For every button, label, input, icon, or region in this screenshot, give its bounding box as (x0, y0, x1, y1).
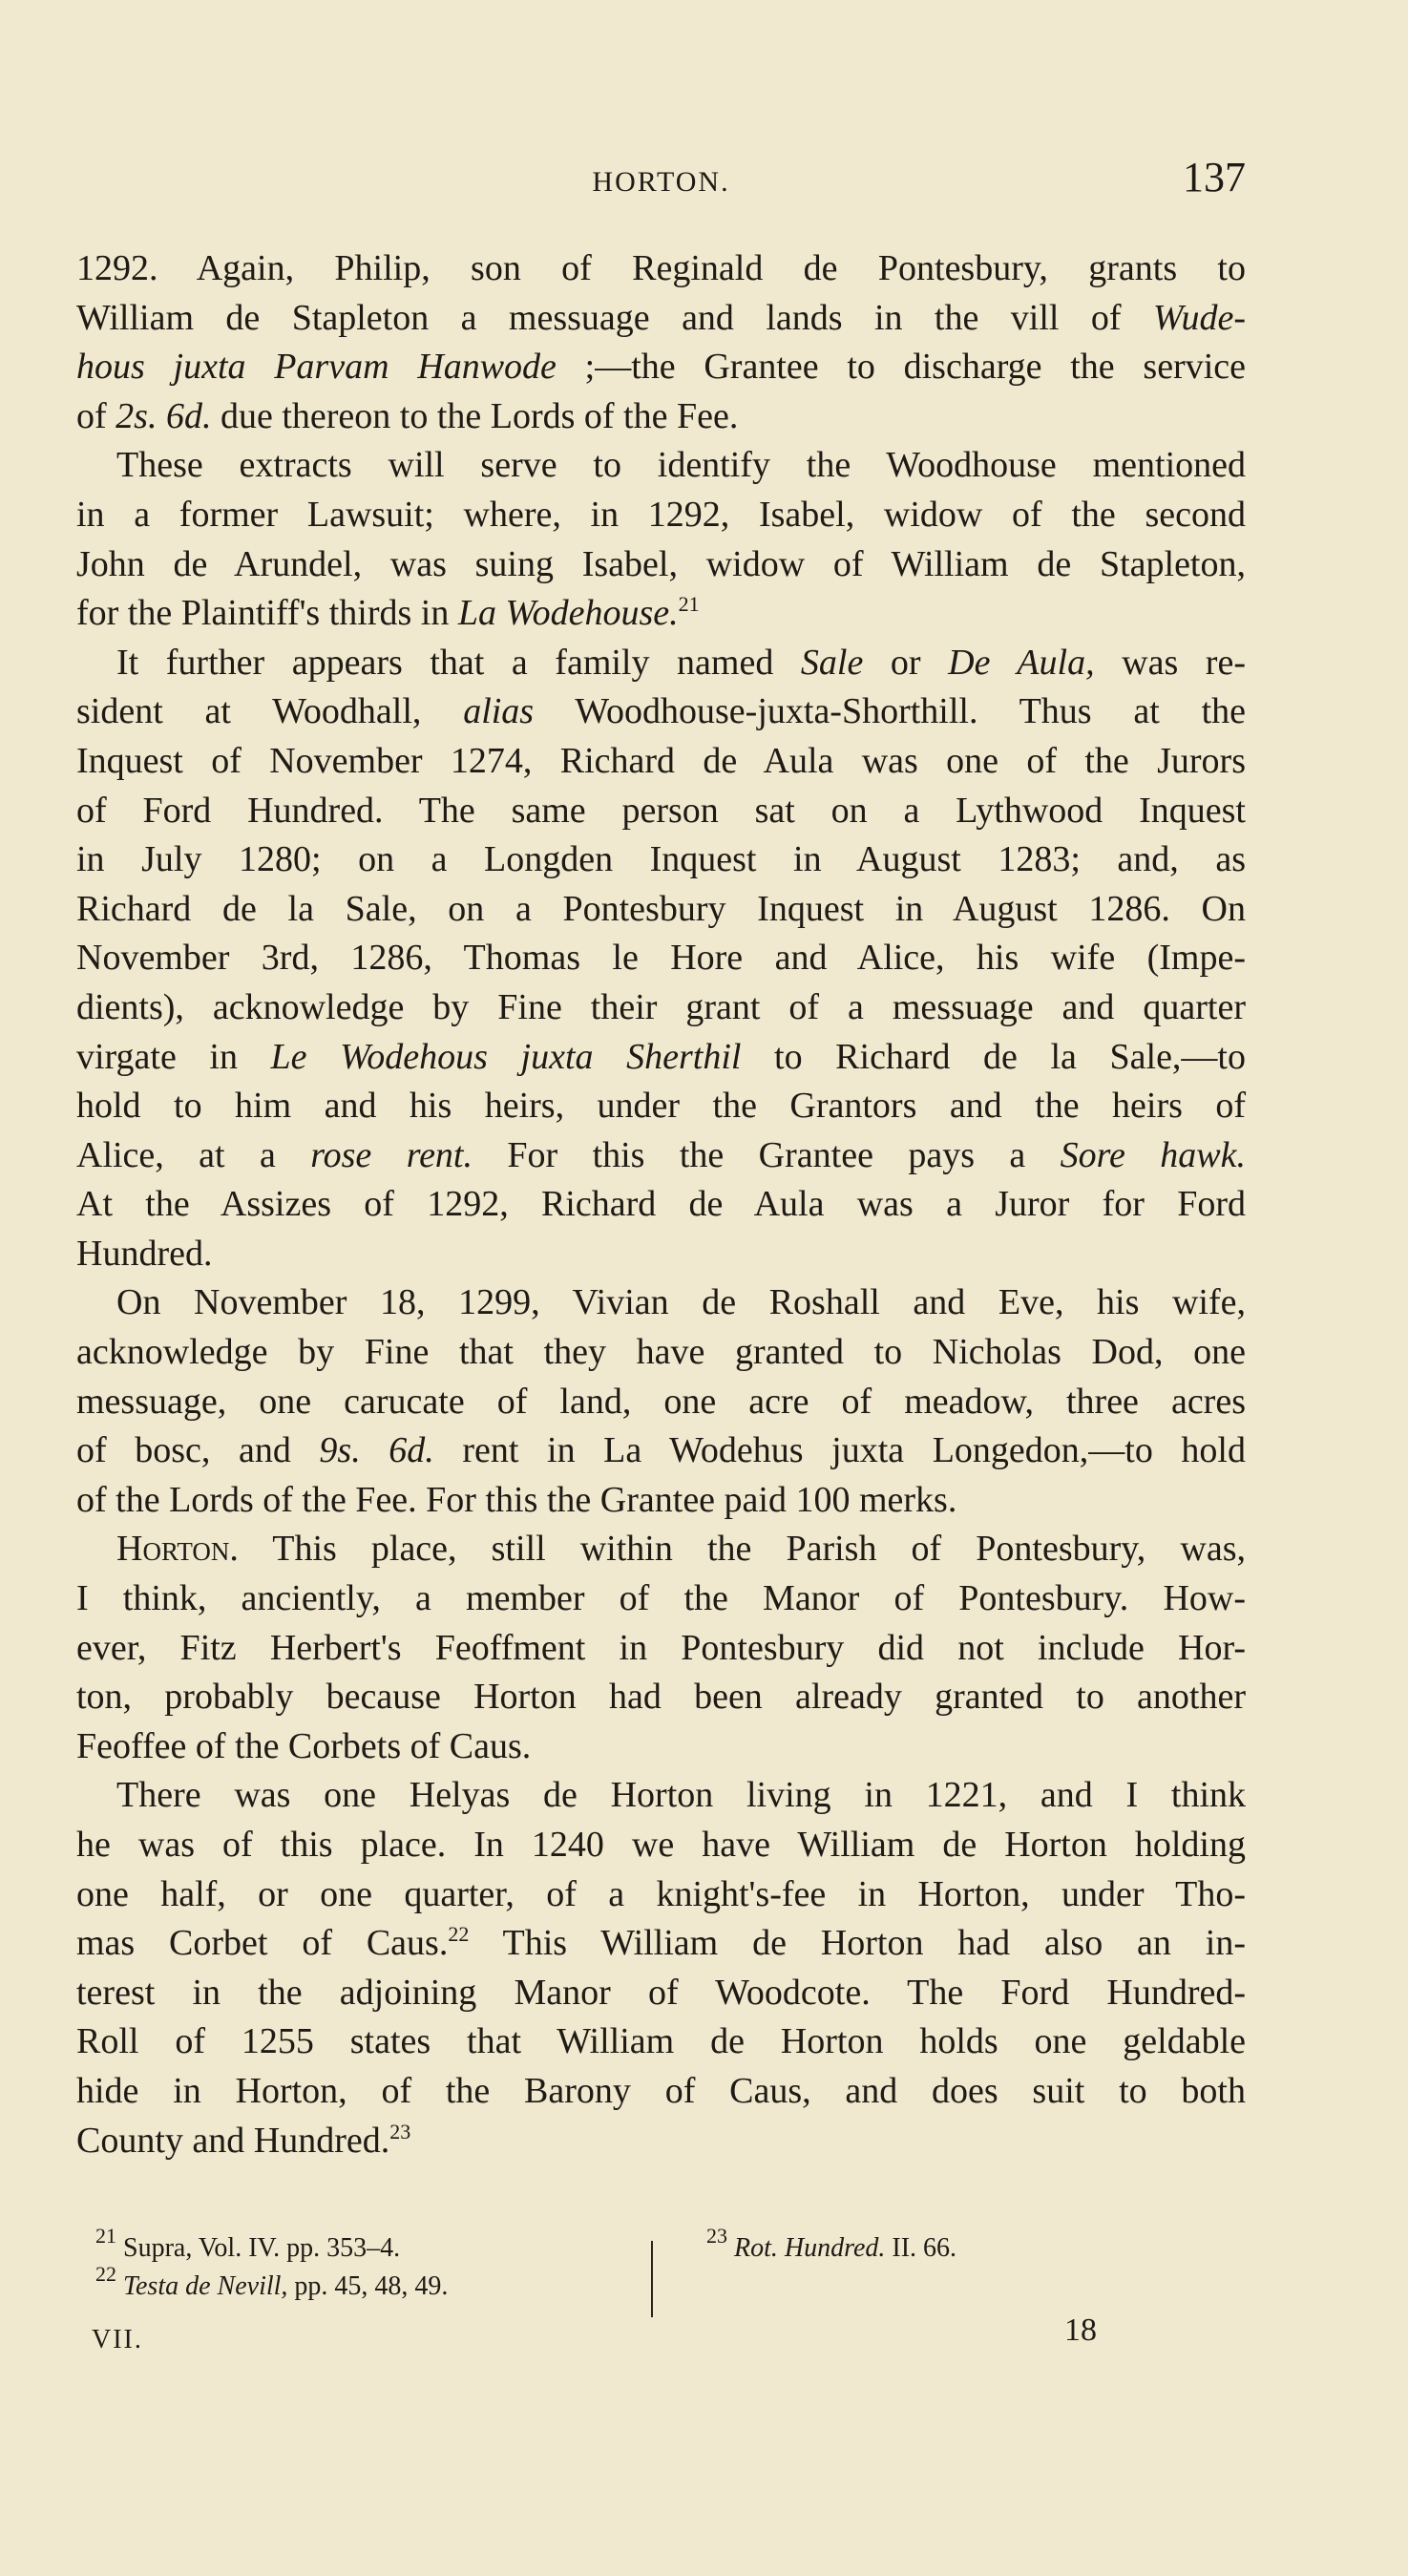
footnote-21: $^{21}$ Supra, Vol. IV. pp. 353–4. (95, 2224, 401, 2263)
text-line: he was of this place. In 1240 we have William de Horton holding (76, 1825, 1246, 1865)
text-line: ever, Fitz Herbert's Feoffment in Pontesbury did not include Hor- (76, 1627, 1246, 1668)
text-line: dients), acknowledge by Fine their grant of a messuage and quarter (76, 986, 1246, 1027)
text-line: Inquest of November 1274, Richard de Aula was one of the Jurors (76, 740, 1246, 781)
text-line: Feoffee of the Corbets of Caus. (76, 1725, 532, 1766)
footnotes-right-column (706, 2224, 1145, 2268)
footnote-23: $^{23}$ Rot. Hundred. II. 66. (706, 2224, 957, 2263)
text-line: Horton. This place, still within the Parish of Pontesbury, was, (116, 1529, 1246, 1570)
text-line: of bosc, and 9s. 6d. rent in La Wodehus juxta Longedon,—to hold (76, 1430, 1246, 1471)
page-number: 137 (1183, 154, 1246, 201)
text-line: virgate in Le Wodehous juxta Sherthil to Richard de la Sale,—to (76, 1036, 1246, 1077)
text-line: William de Stapleton a messuage and lands in the vill of Wude- (76, 297, 1246, 338)
text-line: ton, probably because Horton had been already granted to another (76, 1677, 1246, 1718)
paragraph-6 (76, 1771, 1246, 2165)
text-line: hous juxta Parvam Hanwode ;—the Grantee to discharge the service (76, 347, 1247, 388)
text-line: On November 18, 1299, Vivian de Roshall and Eve, his wife, (116, 1282, 1246, 1323)
text-line: There was one Helyas de Horton living in 1221, and I think (116, 1775, 1246, 1816)
page-header (76, 153, 1246, 210)
text-line: These extracts will serve to identify the Woodhouse mentioned (116, 445, 1246, 486)
text-line: in a former Lawsuit; where, in 1292, Isabel, widow of the second (76, 494, 1246, 535)
text-line: Alice, at a rose rent. For this the Grantee pays a Sore hawk. (76, 1134, 1246, 1175)
text-line: of 2s. 6d. due thereon to the Lords of the Fee. (76, 395, 739, 436)
footnote-ref-23: 23 (389, 2119, 411, 2143)
text-line: in July 1280; on a Longden Inquest in August 1283; and, as (76, 839, 1246, 880)
text-line: mas Corbet of Caus.$^{22}$ This William de Horton had also an in- (76, 1922, 1246, 1964)
text-line: 1292. Again, Philip, son of Reginald de Pontesbury, grants to (76, 248, 1246, 288)
text-line: County and Hundred.$^{23}$ (76, 2119, 411, 2161)
signature-mark: VII. (92, 2325, 143, 2354)
paragraph-3 (76, 639, 1246, 1279)
footnote-ref-22: 22 (448, 1922, 470, 1947)
paragraph-5 (76, 1525, 1246, 1771)
text-line: hold to him and his heirs, under the Grantors and the heirs of (76, 1086, 1246, 1127)
footnote-22: $^{22}$ Testa de Nevill, pp. 45, 48, 49. (95, 2262, 449, 2301)
text-line: messuage, one carucate of land, one acre of meadow, three acres (76, 1381, 1246, 1422)
text-line: At the Assizes of 1292, Richard de Aula was a Juror for Ford (76, 1184, 1246, 1225)
paragraph-1 (76, 244, 1246, 441)
running-head: HORTON. (592, 166, 730, 198)
footnotes-left-column (95, 2224, 630, 2306)
text-line: November 3rd, 1286, Thomas le Hore and Alice, his wife (Impe- (76, 938, 1246, 979)
text-line: I think, anciently, a member of the Manor of Pontesbury. How- (76, 1578, 1246, 1619)
text-line: sident at Woodhall, alias Woodhouse-juxta-Shorthill. Thus at the (76, 691, 1247, 732)
text-line: for the Plaintiff's thirds in La Wodehouse.$^{21}$ (76, 592, 700, 634)
text-line: Roll of 1255 states that William de Horton holds one geldable (76, 2021, 1246, 2062)
text-line: It further appears that a family named Sale or De Aula, was re- (116, 642, 1246, 683)
section-heading-horton: Horton (116, 1529, 230, 1570)
body-text (76, 244, 1246, 2165)
text-line: of Ford Hundred. The same person sat on a Lythwood Inquest (76, 790, 1246, 831)
text-line: John de Arundel, was suing Isabel, widow of William de Stapleton, (76, 543, 1246, 584)
text-line: Hundred. (76, 1233, 213, 1274)
footnotes (95, 2224, 1145, 2334)
footnote-ref-21: 21 (678, 592, 700, 617)
paragraph-4 (76, 1278, 1246, 1525)
text-line: terest in the adjoining Manor of Woodcote. The Ford Hundred- (76, 1972, 1246, 2013)
footnote-divider (651, 2241, 653, 2317)
text-line: hide in Horton, of the Barony of Caus, and does suit to both (76, 2070, 1246, 2111)
text-line: one half, or one quarter, of a knight's-fee in Horton, under Tho- (76, 1873, 1246, 1914)
text-line: acknowledge by Fine that they have granted to Nicholas Dod, one (76, 1332, 1246, 1373)
text-line: Richard de la Sale, on a Pontesbury Inquest in August 1286. On (76, 888, 1246, 929)
paragraph-2 (76, 441, 1246, 638)
sheet-number: 18 (1064, 2312, 1097, 2348)
text-line: of the Lords of the Fee. For this the Grantee paid 100 merks. (76, 1479, 957, 1520)
